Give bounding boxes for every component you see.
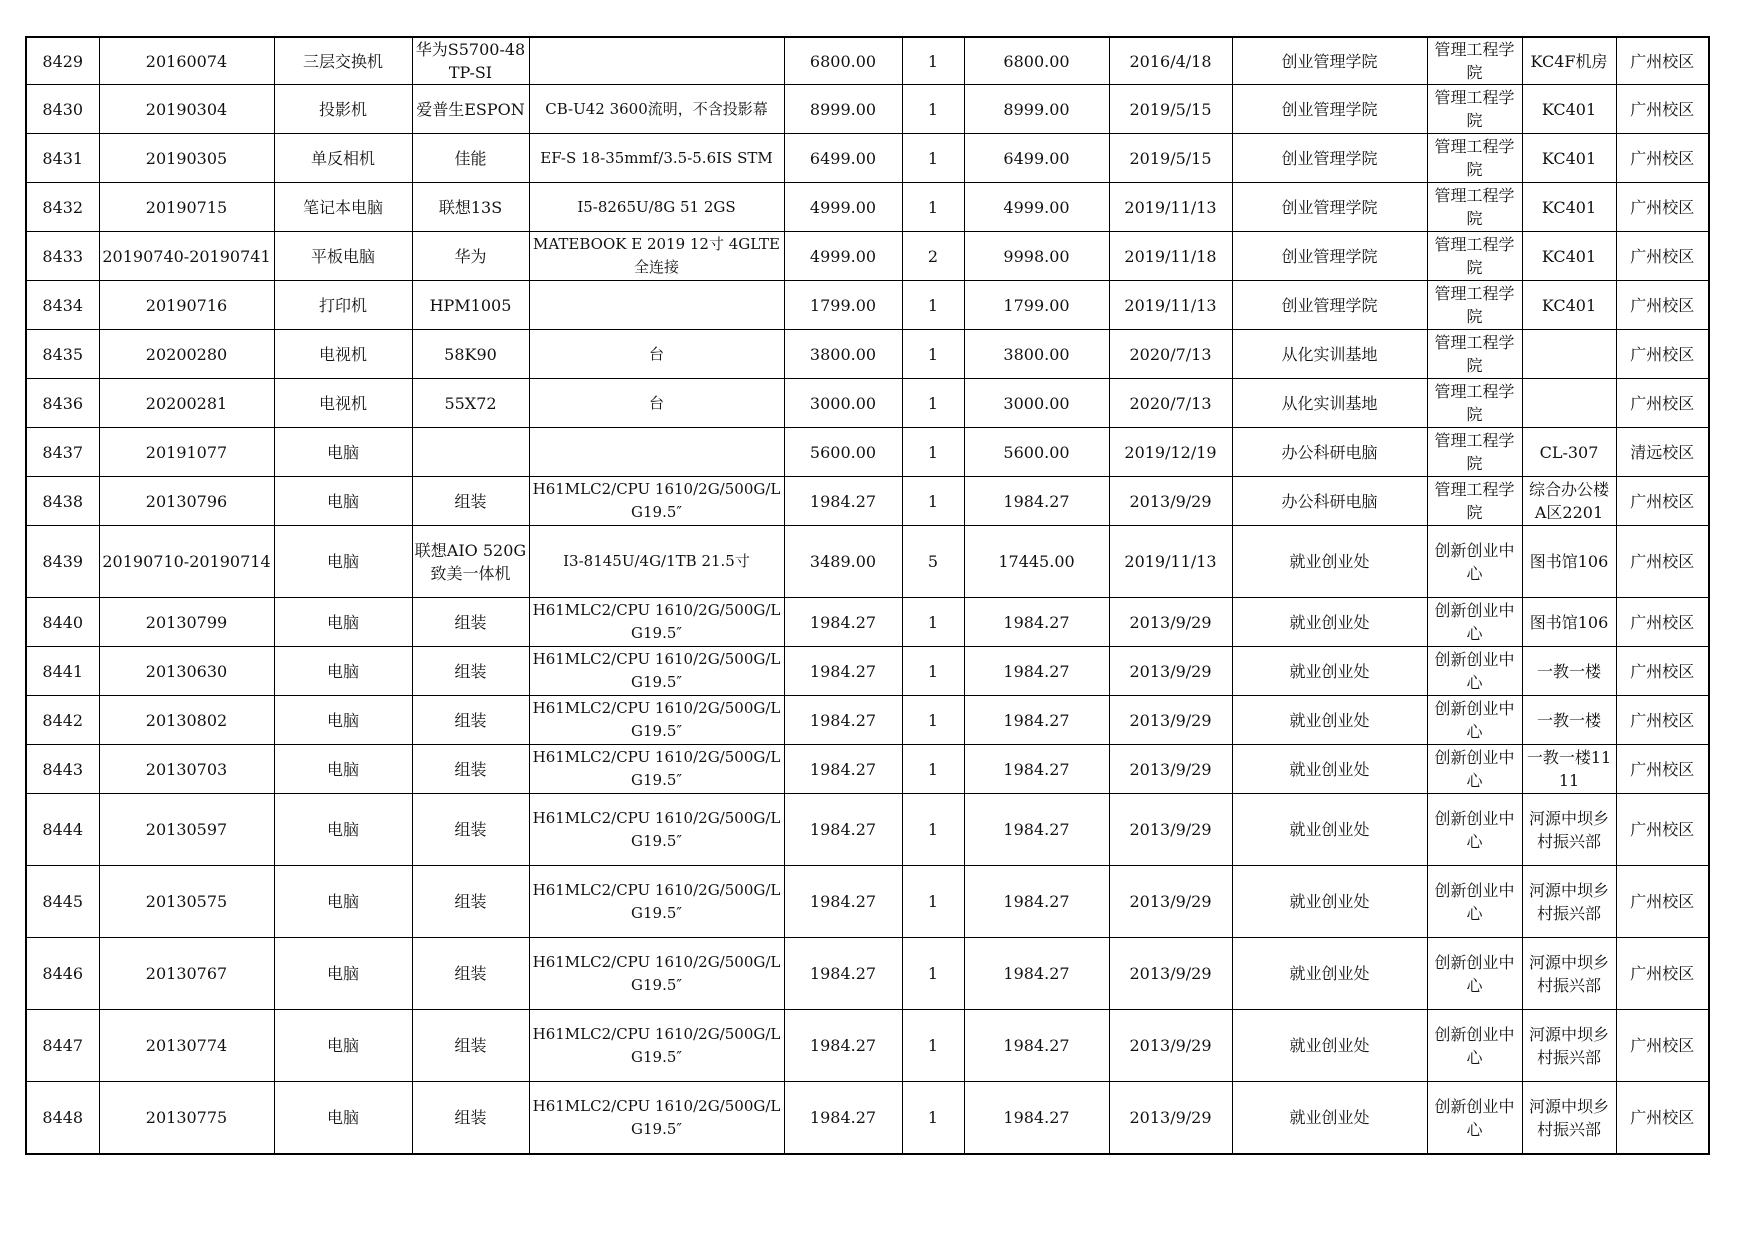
cell-dept: 创新创业中心	[1427, 696, 1522, 745]
cell-dept: 管理工程学院	[1427, 428, 1522, 477]
cell-location: 图书馆106	[1522, 526, 1616, 598]
cell-name: 单反相机	[274, 134, 412, 183]
cell-usage: 就业创业处	[1232, 745, 1427, 794]
cell-brand: 联想13S	[412, 183, 529, 232]
cell-brand: 组装	[412, 598, 529, 647]
cell-no: 8446	[26, 938, 99, 1010]
cell-location: 河源中坝乡村振兴部	[1522, 794, 1616, 866]
cell-usage: 创业管理学院	[1232, 85, 1427, 134]
cell-spec: H61MLC2/CPU 1610/2G/500G/LG19.5″	[529, 696, 784, 745]
cell-asset-id: 20190304	[99, 85, 274, 134]
cell-asset-id: 20130767	[99, 938, 274, 1010]
cell-spec: MATEBOOK E 2019 12寸 4GLTE全连接	[529, 232, 784, 281]
table-row	[26, 183, 1709, 232]
cell-no: 8434	[26, 281, 99, 330]
cell-name: 电脑	[274, 477, 412, 526]
cell-campus: 广州校区	[1616, 1010, 1709, 1082]
cell-brand: 组装	[412, 866, 529, 938]
cell-asset-id: 20130802	[99, 696, 274, 745]
cell-dept: 管理工程学院	[1427, 85, 1522, 134]
cell-qty: 1	[902, 745, 964, 794]
cell-name: 电脑	[274, 866, 412, 938]
cell-total: 4999.00	[964, 183, 1109, 232]
cell-asset-id: 20130775	[99, 1082, 274, 1155]
cell-dept: 管理工程学院	[1427, 477, 1522, 526]
cell-location: 一教一楼	[1522, 696, 1616, 745]
cell-spec: CB-U42 3600流明，不含投影幕	[529, 85, 784, 134]
cell-name: 三层交换机	[274, 37, 412, 85]
cell-total: 1984.27	[964, 696, 1109, 745]
cell-price: 4999.00	[784, 183, 902, 232]
cell-campus: 广州校区	[1616, 526, 1709, 598]
cell-spec	[529, 281, 784, 330]
table-row	[26, 696, 1709, 745]
table-row	[26, 647, 1709, 696]
cell-price: 8999.00	[784, 85, 902, 134]
cell-date: 2019/11/13	[1109, 183, 1232, 232]
cell-asset-id: 20130703	[99, 745, 274, 794]
cell-usage: 就业创业处	[1232, 526, 1427, 598]
cell-price: 3800.00	[784, 330, 902, 379]
cell-usage: 就业创业处	[1232, 647, 1427, 696]
cell-no: 8440	[26, 598, 99, 647]
cell-price: 1984.27	[784, 745, 902, 794]
cell-date: 2013/9/29	[1109, 696, 1232, 745]
cell-usage: 就业创业处	[1232, 794, 1427, 866]
cell-no: 8441	[26, 647, 99, 696]
table-row	[26, 85, 1709, 134]
cell-usage: 创业管理学院	[1232, 134, 1427, 183]
cell-no: 8438	[26, 477, 99, 526]
cell-dept: 管理工程学院	[1427, 330, 1522, 379]
cell-name: 电脑	[274, 598, 412, 647]
cell-no: 8432	[26, 183, 99, 232]
cell-campus: 广州校区	[1616, 1082, 1709, 1155]
cell-asset-id: 20160074	[99, 37, 274, 85]
cell-usage: 就业创业处	[1232, 1082, 1427, 1155]
cell-name: 电脑	[274, 1082, 412, 1155]
table-row	[26, 866, 1709, 938]
cell-spec: H61MLC2/CPU 1610/2G/500G/LG19.5″	[529, 1082, 784, 1155]
cell-price: 1984.27	[784, 1082, 902, 1155]
cell-name: 电脑	[274, 647, 412, 696]
cell-spec: H61MLC2/CPU 1610/2G/500G/LG19.5″	[529, 745, 784, 794]
cell-brand: 组装	[412, 938, 529, 1010]
cell-spec: I5-8265U/8G 51 2GS	[529, 183, 784, 232]
cell-campus: 广州校区	[1616, 330, 1709, 379]
table-row	[26, 37, 1709, 85]
cell-asset-id: 20190740-20190741	[99, 232, 274, 281]
cell-total: 5600.00	[964, 428, 1109, 477]
cell-asset-id: 20190305	[99, 134, 274, 183]
table-row	[26, 134, 1709, 183]
cell-usage: 就业创业处	[1232, 598, 1427, 647]
cell-campus: 清远校区	[1616, 428, 1709, 477]
cell-spec: 台	[529, 330, 784, 379]
cell-asset-id: 20190716	[99, 281, 274, 330]
cell-brand: 55X72	[412, 379, 529, 428]
cell-dept: 创新创业中心	[1427, 526, 1522, 598]
cell-name: 电脑	[274, 794, 412, 866]
cell-name: 电脑	[274, 526, 412, 598]
cell-no: 8437	[26, 428, 99, 477]
cell-campus: 广州校区	[1616, 134, 1709, 183]
cell-name: 电脑	[274, 428, 412, 477]
cell-no: 8445	[26, 866, 99, 938]
cell-no: 8444	[26, 794, 99, 866]
table-row	[26, 526, 1709, 598]
cell-date: 2013/9/29	[1109, 866, 1232, 938]
cell-total: 6800.00	[964, 37, 1109, 85]
cell-qty: 1	[902, 1082, 964, 1155]
cell-asset-id: 20191077	[99, 428, 274, 477]
table-row	[26, 330, 1709, 379]
cell-location	[1522, 379, 1616, 428]
cell-qty: 1	[902, 794, 964, 866]
cell-brand: 组装	[412, 1082, 529, 1155]
cell-date: 2020/7/13	[1109, 330, 1232, 379]
cell-qty: 1	[902, 598, 964, 647]
cell-usage: 就业创业处	[1232, 938, 1427, 1010]
cell-no: 8439	[26, 526, 99, 598]
cell-price: 4999.00	[784, 232, 902, 281]
cell-campus: 广州校区	[1616, 85, 1709, 134]
cell-total: 1984.27	[964, 647, 1109, 696]
cell-campus: 广州校区	[1616, 37, 1709, 85]
cell-qty: 5	[902, 526, 964, 598]
cell-brand: 组装	[412, 745, 529, 794]
cell-location: CL-307	[1522, 428, 1616, 477]
cell-spec: H61MLC2/CPU 1610/2G/500G/LG19.5″	[529, 647, 784, 696]
cell-brand: 组装	[412, 794, 529, 866]
cell-location: KC4F机房	[1522, 37, 1616, 85]
cell-qty: 1	[902, 281, 964, 330]
cell-price: 1984.27	[784, 866, 902, 938]
cell-price: 3000.00	[784, 379, 902, 428]
table-row	[26, 281, 1709, 330]
cell-asset-id: 20130799	[99, 598, 274, 647]
cell-qty: 1	[902, 477, 964, 526]
cell-total: 1799.00	[964, 281, 1109, 330]
cell-qty: 1	[902, 696, 964, 745]
cell-spec: 台	[529, 379, 784, 428]
cell-date: 2013/9/29	[1109, 745, 1232, 794]
cell-total: 17445.00	[964, 526, 1109, 598]
cell-spec: H61MLC2/CPU 1610/2G/500G/LG19.5″	[529, 477, 784, 526]
cell-price: 1984.27	[784, 794, 902, 866]
cell-usage: 就业创业处	[1232, 866, 1427, 938]
cell-spec	[529, 428, 784, 477]
cell-price: 3489.00	[784, 526, 902, 598]
cell-qty: 1	[902, 379, 964, 428]
cell-dept: 管理工程学院	[1427, 37, 1522, 85]
cell-no: 8431	[26, 134, 99, 183]
cell-no: 8447	[26, 1010, 99, 1082]
cell-asset-id: 20130796	[99, 477, 274, 526]
cell-spec	[529, 37, 784, 85]
cell-total: 6499.00	[964, 134, 1109, 183]
cell-name: 电视机	[274, 330, 412, 379]
cell-usage: 创业管理学院	[1232, 281, 1427, 330]
table-row	[26, 1010, 1709, 1082]
cell-location: 一教一楼1111	[1522, 745, 1616, 794]
cell-usage: 创业管理学院	[1232, 232, 1427, 281]
cell-asset-id: 20200280	[99, 330, 274, 379]
cell-asset-id: 20130630	[99, 647, 274, 696]
cell-usage: 创业管理学院	[1232, 37, 1427, 85]
cell-dept: 创新创业中心	[1427, 745, 1522, 794]
cell-campus: 广州校区	[1616, 232, 1709, 281]
table-row	[26, 938, 1709, 1010]
cell-total: 1984.27	[964, 794, 1109, 866]
cell-brand: 组装	[412, 1010, 529, 1082]
cell-price: 6499.00	[784, 134, 902, 183]
cell-name: 打印机	[274, 281, 412, 330]
cell-no: 8430	[26, 85, 99, 134]
cell-location: 河源中坝乡村振兴部	[1522, 938, 1616, 1010]
cell-date: 2019/5/15	[1109, 134, 1232, 183]
cell-campus: 广州校区	[1616, 794, 1709, 866]
cell-campus: 广州校区	[1616, 477, 1709, 526]
cell-name: 电脑	[274, 696, 412, 745]
cell-price: 1984.27	[784, 647, 902, 696]
cell-qty: 1	[902, 134, 964, 183]
cell-brand: 58K90	[412, 330, 529, 379]
cell-campus: 广州校区	[1616, 745, 1709, 794]
cell-campus: 广州校区	[1616, 866, 1709, 938]
cell-dept: 管理工程学院	[1427, 232, 1522, 281]
cell-brand: 组装	[412, 477, 529, 526]
cell-name: 平板电脑	[274, 232, 412, 281]
cell-dept: 管理工程学院	[1427, 281, 1522, 330]
cell-spec: H61MLC2/CPU 1610/2G/500G/LG19.5″	[529, 794, 784, 866]
cell-price: 1984.27	[784, 1010, 902, 1082]
cell-dept: 管理工程学院	[1427, 183, 1522, 232]
cell-asset-id: 20130774	[99, 1010, 274, 1082]
cell-no: 8433	[26, 232, 99, 281]
cell-asset-id: 20190715	[99, 183, 274, 232]
cell-campus: 广州校区	[1616, 281, 1709, 330]
cell-location	[1522, 330, 1616, 379]
cell-date: 2013/9/29	[1109, 1082, 1232, 1155]
cell-no: 8435	[26, 330, 99, 379]
table-row	[26, 232, 1709, 281]
table-row	[26, 477, 1709, 526]
cell-qty: 1	[902, 866, 964, 938]
cell-total: 1984.27	[964, 598, 1109, 647]
cell-location: 河源中坝乡村振兴部	[1522, 1010, 1616, 1082]
cell-date: 2019/5/15	[1109, 85, 1232, 134]
cell-spec: EF-S 18-35mmf/3.5-5.6IS STM	[529, 134, 784, 183]
cell-dept: 创新创业中心	[1427, 1082, 1522, 1155]
cell-no: 8436	[26, 379, 99, 428]
cell-location: KC401	[1522, 183, 1616, 232]
cell-date: 2019/11/13	[1109, 526, 1232, 598]
cell-brand: 联想AIO 520G致美一体机	[412, 526, 529, 598]
cell-brand: 华为	[412, 232, 529, 281]
cell-qty: 2	[902, 232, 964, 281]
cell-campus: 广州校区	[1616, 598, 1709, 647]
cell-price: 1984.27	[784, 598, 902, 647]
cell-spec: H61MLC2/CPU 1610/2G/500G/LG19.5″	[529, 866, 784, 938]
cell-spec: H61MLC2/CPU 1610/2G/500G/LG19.5″	[529, 598, 784, 647]
cell-location: KC401	[1522, 232, 1616, 281]
cell-dept: 创新创业中心	[1427, 938, 1522, 1010]
cell-date: 2016/4/18	[1109, 37, 1232, 85]
cell-qty: 1	[902, 85, 964, 134]
cell-total: 1984.27	[964, 1010, 1109, 1082]
cell-dept: 创新创业中心	[1427, 1010, 1522, 1082]
cell-dept: 创新创业中心	[1427, 866, 1522, 938]
cell-date: 2019/11/18	[1109, 232, 1232, 281]
cell-spec: I3-8145U/4G/1TB 21.5寸	[529, 526, 784, 598]
cell-spec: H61MLC2/CPU 1610/2G/500G/LG19.5″	[529, 1010, 784, 1082]
cell-qty: 1	[902, 647, 964, 696]
cell-total: 1984.27	[964, 938, 1109, 1010]
cell-qty: 1	[902, 183, 964, 232]
cell-date: 2013/9/29	[1109, 477, 1232, 526]
table-row	[26, 379, 1709, 428]
cell-dept: 创新创业中心	[1427, 647, 1522, 696]
cell-name: 电脑	[274, 1010, 412, 1082]
cell-campus: 广州校区	[1616, 696, 1709, 745]
cell-usage: 从化实训基地	[1232, 379, 1427, 428]
cell-total: 3800.00	[964, 330, 1109, 379]
cell-campus: 广州校区	[1616, 647, 1709, 696]
cell-price: 5600.00	[784, 428, 902, 477]
cell-total: 1984.27	[964, 477, 1109, 526]
table-row	[26, 794, 1709, 866]
cell-qty: 1	[902, 37, 964, 85]
cell-brand: HPM1005	[412, 281, 529, 330]
cell-no: 8448	[26, 1082, 99, 1155]
cell-date: 2013/9/29	[1109, 598, 1232, 647]
cell-date: 2013/9/29	[1109, 647, 1232, 696]
cell-location: 河源中坝乡村振兴部	[1522, 1082, 1616, 1155]
cell-brand	[412, 428, 529, 477]
cell-brand: 华为S5700-48TP-SI	[412, 37, 529, 85]
cell-spec: H61MLC2/CPU 1610/2G/500G/LG19.5″	[529, 938, 784, 1010]
cell-location: 图书馆106	[1522, 598, 1616, 647]
cell-location: 河源中坝乡村振兴部	[1522, 866, 1616, 938]
cell-brand: 佳能	[412, 134, 529, 183]
cell-qty: 1	[902, 1010, 964, 1082]
cell-asset-id: 20200281	[99, 379, 274, 428]
cell-date: 2020/7/13	[1109, 379, 1232, 428]
cell-qty: 1	[902, 938, 964, 1010]
cell-price: 1799.00	[784, 281, 902, 330]
cell-asset-id: 20190710-20190714	[99, 526, 274, 598]
cell-usage: 就业创业处	[1232, 1010, 1427, 1082]
table-row	[26, 745, 1709, 794]
cell-price: 1984.27	[784, 938, 902, 1010]
cell-brand: 爱普生ESPON	[412, 85, 529, 134]
cell-date: 2019/11/13	[1109, 281, 1232, 330]
cell-total: 8999.00	[964, 85, 1109, 134]
cell-usage: 办公科研电脑	[1232, 428, 1427, 477]
cell-dept: 创新创业中心	[1427, 598, 1522, 647]
cell-price: 6800.00	[784, 37, 902, 85]
cell-dept: 管理工程学院	[1427, 134, 1522, 183]
cell-location: KC401	[1522, 281, 1616, 330]
cell-total: 1984.27	[964, 745, 1109, 794]
cell-usage: 办公科研电脑	[1232, 477, 1427, 526]
cell-dept: 创新创业中心	[1427, 794, 1522, 866]
cell-brand: 组装	[412, 696, 529, 745]
cell-no: 8429	[26, 37, 99, 85]
cell-asset-id: 20130597	[99, 794, 274, 866]
cell-dept: 管理工程学院	[1427, 379, 1522, 428]
cell-location: KC401	[1522, 85, 1616, 134]
cell-no: 8443	[26, 745, 99, 794]
cell-name: 投影机	[274, 85, 412, 134]
cell-total: 1984.27	[964, 1082, 1109, 1155]
cell-total: 9998.00	[964, 232, 1109, 281]
cell-price: 1984.27	[784, 696, 902, 745]
cell-date: 2013/9/29	[1109, 1010, 1232, 1082]
cell-campus: 广州校区	[1616, 938, 1709, 1010]
cell-name: 电脑	[274, 938, 412, 1010]
table-row	[26, 1082, 1709, 1155]
cell-campus: 广州校区	[1616, 379, 1709, 428]
cell-asset-id: 20130575	[99, 866, 274, 938]
cell-location: KC401	[1522, 134, 1616, 183]
cell-no: 8442	[26, 696, 99, 745]
table-row	[26, 428, 1709, 477]
table-row	[26, 598, 1709, 647]
cell-date: 2013/9/29	[1109, 938, 1232, 1010]
cell-qty: 1	[902, 330, 964, 379]
cell-date: 2013/9/29	[1109, 794, 1232, 866]
cell-name: 电脑	[274, 745, 412, 794]
asset-table	[25, 36, 1710, 1155]
cell-total: 1984.27	[964, 866, 1109, 938]
cell-location: 综合办公楼A区2201	[1522, 477, 1616, 526]
cell-usage: 从化实训基地	[1232, 330, 1427, 379]
cell-qty: 1	[902, 428, 964, 477]
cell-location: 一教一楼	[1522, 647, 1616, 696]
cell-usage: 创业管理学院	[1232, 183, 1427, 232]
cell-name: 笔记本电脑	[274, 183, 412, 232]
cell-campus: 广州校区	[1616, 183, 1709, 232]
cell-date: 2019/12/19	[1109, 428, 1232, 477]
cell-brand: 组装	[412, 647, 529, 696]
cell-usage: 就业创业处	[1232, 696, 1427, 745]
cell-name: 电视机	[274, 379, 412, 428]
cell-price: 1984.27	[784, 477, 902, 526]
cell-total: 3000.00	[964, 379, 1109, 428]
